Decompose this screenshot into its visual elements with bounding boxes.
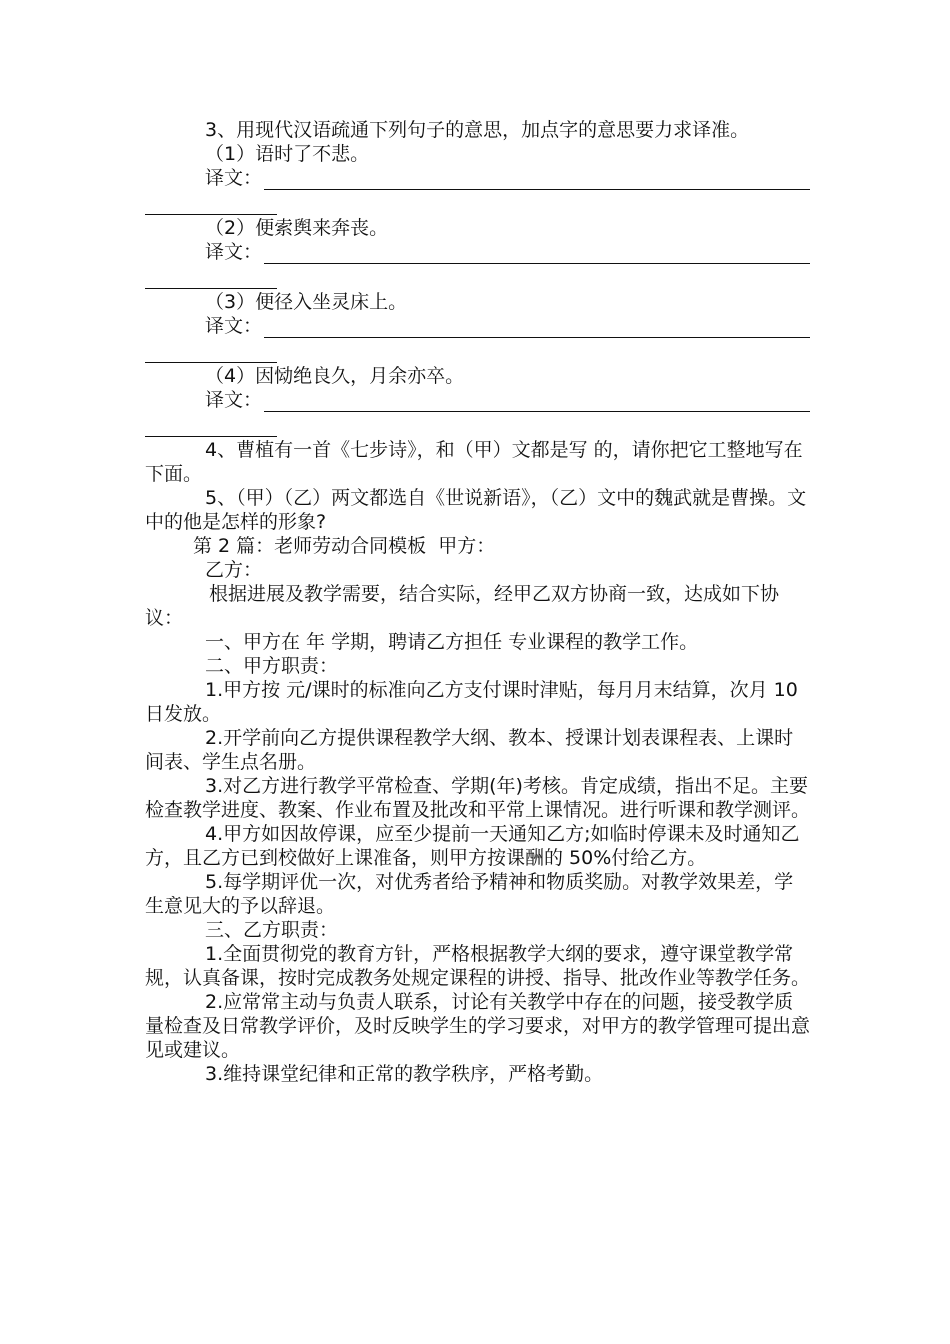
contract-heading: 第 2 篇：老师劳动合同模板 甲方： [193,535,496,557]
answer-row[interactable] [145,240,810,264]
answer-blank[interactable] [264,393,810,412]
answer-label: 译文： [205,241,263,263]
section-3-item-2: 2.应常常主动与负责人联系，讨论有关教学中存在的问题，接受教学质量检查及日常教学评价，及时反映学生的学习要求，对甲方的教学管理可提出意见或建议。 [145,991,811,1061]
section-3-item-1: 1.全面贯彻党的教育方针，严格根据教学大纲的要求，遵守课堂教学常规，认真备课，按时完成教务处规定课程的讲授、指导、批改作业等教学任务。 [145,943,811,989]
answer-label: 译文： [205,167,263,189]
document-page [145,118,810,1086]
answer-blank-continued[interactable] [145,190,277,215]
answer-label: 译文： [205,315,263,337]
section-2-item-4: 4.甲方如因故停课，应至少提前一天通知乙方;如临时停课未及时通知乙方，且乙方已到校做好上课准备，则甲方按课酬的 50%付给乙方。 [145,823,800,869]
answer-blank-continued[interactable] [145,412,277,437]
answer-label: 译文： [205,389,263,411]
q3-item-4: （4）因恸绝良久，月余亦卒。 [205,365,465,387]
section-2-item-3: 3.对乙方进行教学平常检查、学期(年)考核。肯定成绩，指出不足。主要检查教学进度、教案、作业布置及批改和平常上课情况。进行听课和教学测评。 [145,775,811,821]
contract-intro: 根据进展及教学需要，结合实际，经甲乙双方协商一致，达成如下协议： [145,583,780,629]
section-2-item-2: 2.开学前向乙方提供课程教学大纲、教本、授课计划表课程表、上课时间表、学生点名册。 [145,727,794,773]
q5-text: 5、（甲）（乙）两文都选自《世说新语》，（乙）文中的魏武就是曹操。文中的他是怎样的形象? [145,487,807,533]
answer-blank-continued[interactable] [145,264,277,289]
party-b-label: 乙方： [205,559,263,581]
answer-blank[interactable] [264,171,810,190]
section-2-title: 二、甲方职责： [205,655,339,677]
answer-blank[interactable] [264,319,810,338]
section-2-item-5: 5.每学期评优一次，对优秀者给予精神和物质奖励。对教学效果差，学生意见大的予以辞退。 [145,871,794,917]
q3-item-3: （3）便径入坐灵床上。 [205,291,408,313]
section-2-item-1: 1.甲方按 元/课时的标准向乙方支付课时津贴，每月月末结算，次月 10 日发放。 [145,679,804,725]
answer-blank-continued[interactable] [145,338,277,363]
q4-text: 4、曹植有一首《七步诗》，和（甲）文都是写 的，请你把它工整地写在下面。 [145,439,803,485]
answer-row[interactable] [145,166,810,190]
answer-row[interactable] [145,314,810,338]
answer-row[interactable] [145,388,810,412]
section-3-item-3: 3.维持课堂纪律和正常的教学秩序，严格考勤。 [205,1063,604,1085]
q3-prompt: 3、用现代汉语疏通下列句子的意思，加点字的意思要力求译准。 [205,119,750,141]
q3-item-1: （1）语时了不悲。 [205,143,370,165]
clause-1: 一、甲方在 年 学期，聘请乙方担任 专业课程的教学工作。 [205,631,699,653]
q3-item-2: （2）便索舆来奔丧。 [205,217,389,239]
answer-blank[interactable] [264,245,810,264]
section-3-title: 三、乙方职责： [205,919,339,941]
